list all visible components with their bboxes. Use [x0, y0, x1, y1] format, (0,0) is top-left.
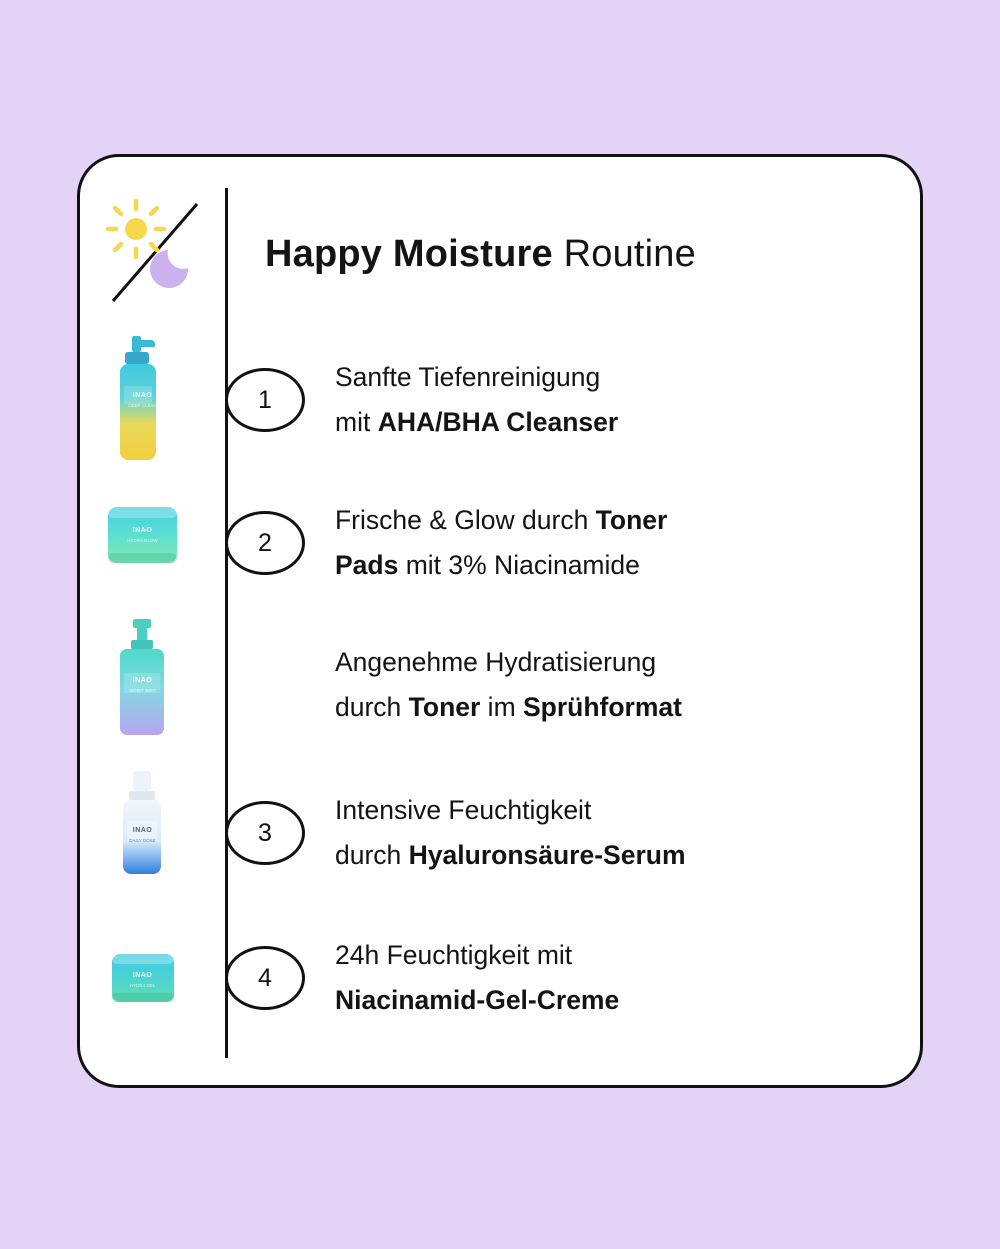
step-text-4	[335, 788, 686, 877]
gel-cream-jar-icon	[95, 908, 190, 1048]
step-line2-suffix: mit 3% Niacinamide	[398, 550, 640, 580]
step-line2-bold2: Sprühformat	[523, 692, 682, 722]
cleanser-pump-bottle-icon	[95, 330, 190, 470]
step-line2-bold: AHA/BHA Cleanser	[377, 407, 619, 437]
routine-step-4	[95, 763, 835, 903]
step-line1: Intensive Feuchtigkeit	[335, 795, 592, 826]
step-line2-prefix: durch	[335, 840, 409, 870]
step-number-badge-4	[225, 946, 305, 1010]
step-number-badge-1	[225, 368, 305, 432]
sun-moon-emblem	[100, 196, 210, 311]
step-line1: Sanfte Tiefenreinigung	[335, 362, 601, 393]
product-sub-label: DAILY DOSE	[129, 838, 156, 843]
routine-step-1	[95, 330, 835, 470]
step-text-3	[335, 640, 682, 729]
step-text-1	[335, 355, 618, 444]
step-number-badge-empty	[225, 653, 305, 717]
serum-dropper-bottle-icon	[95, 763, 190, 903]
routine-step-2	[95, 473, 835, 613]
step-line2-bold: Niacinamid-Gel-Creme	[335, 985, 620, 1015]
product-brand-label: INAO	[132, 392, 153, 399]
product-brand-label: INAO	[132, 972, 153, 979]
page-title	[265, 222, 865, 286]
step-number: 1	[258, 385, 272, 414]
step-number: 3	[258, 818, 272, 847]
step-line1: 24h Feuchtigkeit mit	[335, 940, 573, 971]
product-sub-label: MOIST MIST	[129, 688, 156, 693]
step-line2-bold: Pads	[335, 550, 399, 580]
title-bold: Happy Moisture	[265, 232, 553, 275]
product-sub-label: HYDRA GLOW	[127, 538, 158, 543]
step-line1: Angenehme Hydratisierung	[335, 647, 657, 678]
step-line2-bold: Hyaluronsäure-Serum	[408, 840, 686, 870]
routine-step-5	[95, 908, 835, 1048]
step-line2-mid: im	[480, 692, 523, 722]
step-number-badge-2	[225, 511, 305, 575]
step-text-2	[335, 498, 667, 587]
routine-step-3	[95, 615, 835, 755]
step-number-badge-3	[225, 801, 305, 865]
step-text-5	[335, 933, 619, 1022]
product-sub-label: HYDRA GEL	[129, 983, 156, 988]
product-brand-label: INAO	[132, 827, 153, 834]
step-line2-bold: Toner	[408, 692, 481, 722]
product-brand-label: INAO	[132, 677, 153, 684]
product-sub-label: DEEP CLEAN	[128, 403, 157, 408]
step-number: 2	[258, 528, 272, 557]
moon-icon	[100, 196, 210, 311]
step-line2-prefix: durch	[335, 692, 409, 722]
step-line1-prefix: Frische & Glow durch	[335, 505, 596, 536]
step-number: 4	[258, 963, 272, 992]
toner-spray-bottle-icon	[95, 615, 190, 755]
toner-pads-jar-icon	[95, 473, 190, 613]
product-brand-label: INAO	[132, 527, 153, 534]
title-light: Routine	[552, 232, 696, 275]
step-line1-bold: Toner	[595, 505, 668, 536]
step-line2-prefix: mit	[335, 407, 378, 437]
